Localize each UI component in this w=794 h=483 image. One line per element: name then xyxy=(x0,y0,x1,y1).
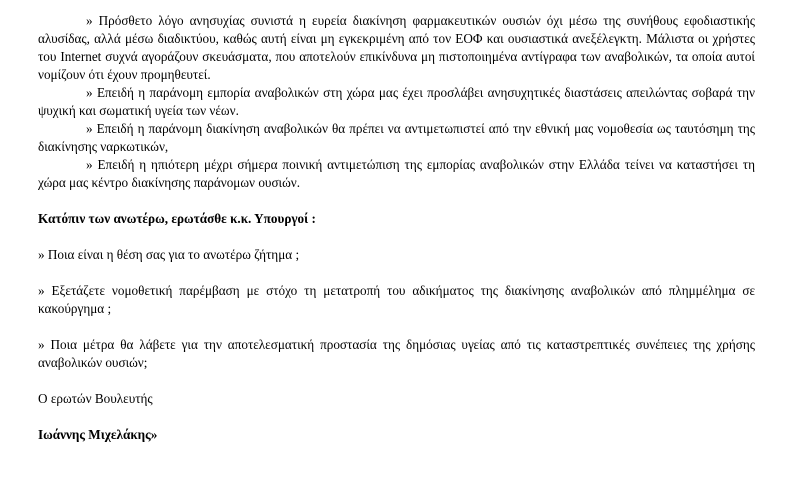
paragraph: » Επειδή η παράνομη εμπορία αναβολικών στη χώρα μας έχει προσλάβει ανησυχητικές διαστάσεις απειλώντας σοβαρά την ψυχική και σωματική υγεία των νέων. xyxy=(38,85,755,118)
signature-label: Ο ερωτών Βουλευτής xyxy=(38,391,153,406)
paragraph: » Επειδή η παράνομη διακίνηση αναβολικών θα πρέπει να αντιμετωπιστεί από την εθνική μας νομοθεσία ως ταυτόσημη της διακίνησης ναρκωτικών, xyxy=(38,121,755,154)
question-item: » Ποια μέτρα θα λάβετε για την αποτελεσματική προστασία της δημόσιας υγείας από τις καταστρεπτικές συνέπειες της χρήσης αναβολικών ουσιών; xyxy=(38,337,755,370)
document-page xyxy=(38,12,755,444)
question-item: » Ποια είναι η θέση σας για το ανωτέρω ζήτημα ; xyxy=(38,247,300,262)
paragraph: » Πρόσθετο λόγο ανησυχίας συνιστά η ευρεία διακίνηση φαρμακευτικών ουσιών όχι μέσω της συνήθους εφοδιαστικής αλυσίδας, αλλά μέσω διαδικτύου, καθώς αυτή είναι μη εγκεκριμένη από τον ΕΟΦ και ουσιαστικά ανεξέλεγκτη. Μάλιστα οι χρήστες του Internet συχνά αγοράζουν σκευάσματα, που αποτελούν επικίνδυνα μη πιστοποιημένα αντίγραφα των αναβολικών, τα οποία αυτοί νομίζουν ότι έχουν προμηθευτεί. xyxy=(38,13,755,82)
question-item: » Εξετάζετε νομοθετική παρέμβαση με στόχο τη μετατροπή του αδικήματος της διακίνησης αναβολικών από πλημμέλημα σε κακούργημα ; xyxy=(38,283,755,316)
paragraph: » Επειδή η ηπιότερη μέχρι σήμερα ποινική αντιμετώπιση της εμπορίας αναβολικών στην Ελλάδα τείνει να καταστήσει τη χώρα μας κέντρο διακίνησης παράνομων ουσιών. xyxy=(38,157,755,190)
signature-name: Ιωάννης Μιχελάκης» xyxy=(38,427,158,442)
question-intro: Κατόπιν των ανωτέρω, ερωτάσθε κ.κ. Υπουργοί : xyxy=(38,211,316,226)
